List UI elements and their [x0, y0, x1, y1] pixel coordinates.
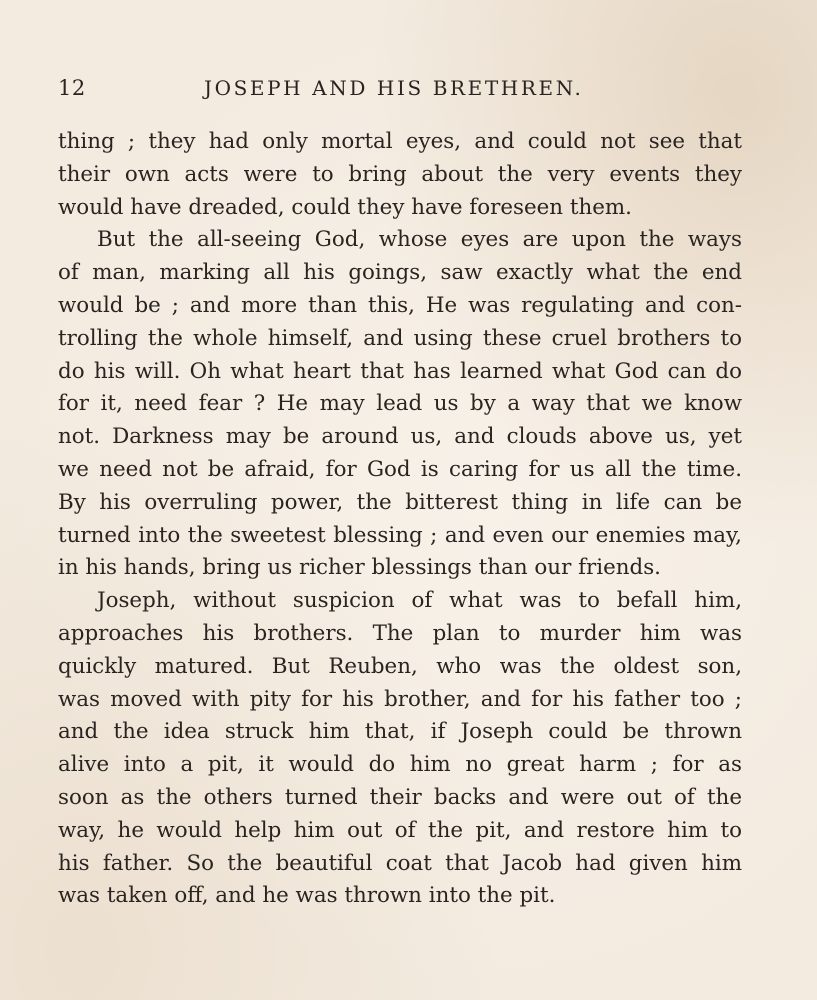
- text-line: would be ; and more than this, He was regulating and con-: [58, 292, 742, 318]
- text-line: alive into a pit, it would do him no great harm ; for as: [58, 752, 742, 778]
- text-line: Joseph, without suspicion of what was to befall him,: [97, 588, 742, 614]
- text-line: was moved with pity for his brother, and for his father too ;: [58, 686, 742, 712]
- text-line: soon as the others turned their backs and were out of the: [58, 784, 742, 810]
- text-line: not. Darkness may be around us, and clouds above us, yet: [58, 424, 742, 450]
- text-line: in his hands, bring us richer blessings than our friends.: [58, 555, 661, 581]
- text-line: of man, marking all his goings, saw exactly what the end: [58, 260, 742, 286]
- text-line: thing ; they had only mortal eyes, and could not see that: [58, 129, 742, 154]
- text-line: was taken off, and he was thrown into the pit.: [58, 883, 556, 909]
- text-line: turned into the sweetest blessing ; and even our enemies may,: [58, 522, 742, 548]
- text-line: But the all-seeing God, whose eyes are upon the ways: [97, 227, 742, 253]
- text-line: for it, need fear ? He may lead us by a way that we know: [58, 391, 742, 417]
- text-line: do his will. Oh what heart that has learned what God can do: [58, 358, 742, 384]
- text-line: his father. So the beautiful coat that Jacob had given him: [58, 850, 742, 876]
- text-line: we need not be afraid, for God is caring for us all the time.: [58, 456, 742, 482]
- body-text: [58, 126, 742, 913]
- running-head: [58, 76, 758, 104]
- text-line: quickly matured. But Reuben, who was the oldest son,: [58, 653, 742, 679]
- text-line: approaches his brothers. The plan to murder him was: [58, 620, 742, 646]
- text-line: By his overruling power, the bitterest thing in life can be: [58, 489, 742, 515]
- text-line: trolling the whole himself, and using these cruel brothers to: [58, 325, 742, 351]
- page-number: 12: [58, 76, 86, 100]
- text-line: their own acts were to bring about the very events they: [58, 161, 742, 187]
- book-title: JOSEPH AND HIS BRETHREN.: [204, 76, 584, 100]
- text-line: and the idea struck him that, if Joseph could be thrown: [58, 719, 742, 745]
- text-line: way, he would help him out of the pit, and restore him to: [58, 817, 742, 843]
- text-line: would have dreaded, could they have foreseen them.: [58, 194, 632, 220]
